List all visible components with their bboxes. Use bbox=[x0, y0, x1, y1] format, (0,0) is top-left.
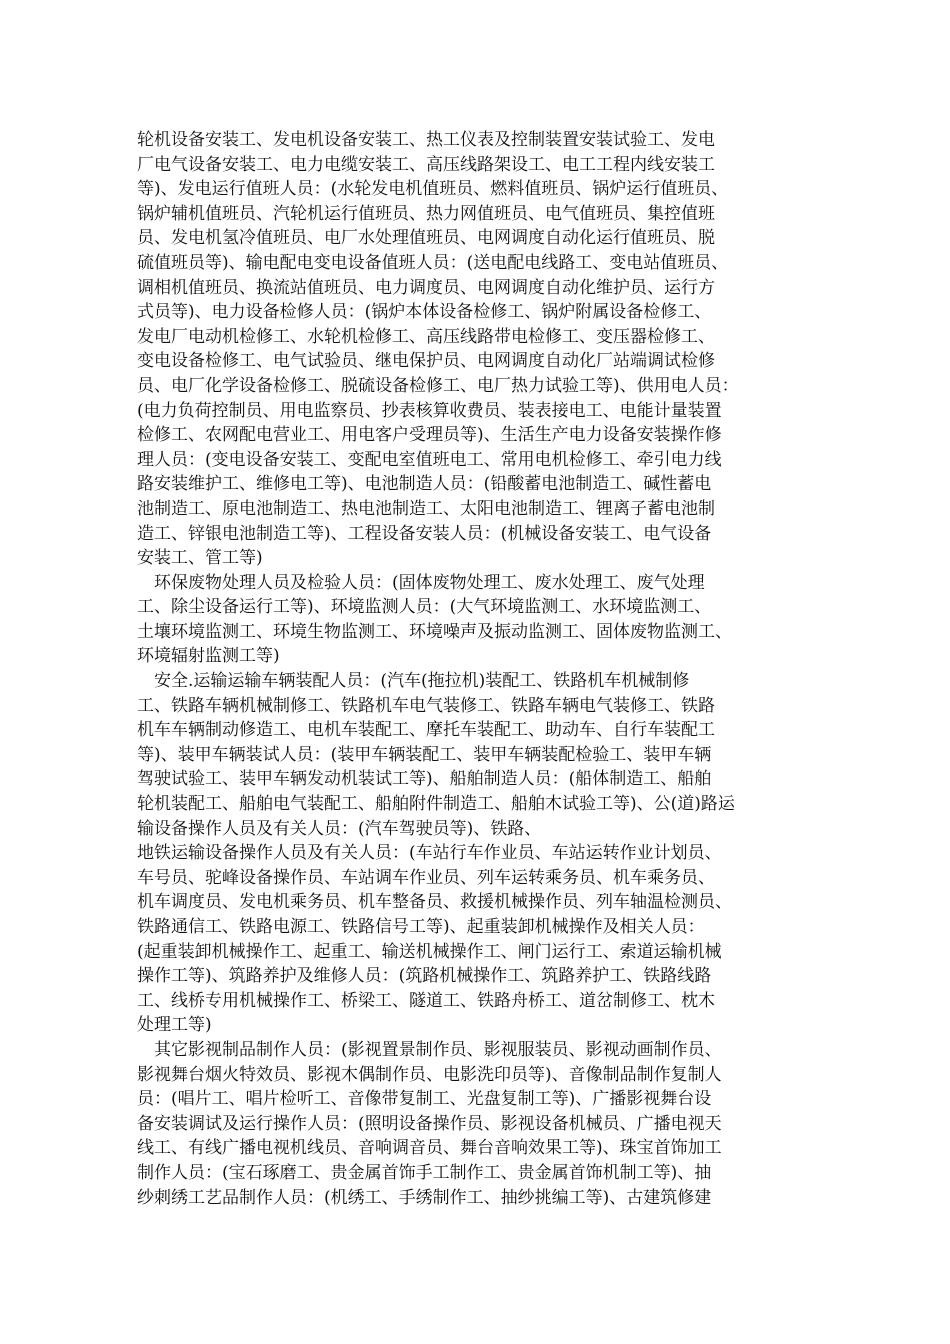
text-line: 池制造工、原电池制造工、热电池制造工、太阳电池制造工、锂离子蓄电池制 bbox=[137, 498, 715, 519]
text-line: 轮机装配工、船舶电气装配工、船舶附件制造工、船舶木试验工等)、公(道)路运 bbox=[137, 794, 735, 815]
text-line: 机车车辆制动修造工、电机车装配工、摩托车装配工、助动车、自行车装配工 bbox=[137, 720, 715, 741]
text-line: 硫值班员等)、输电配电变电设备值班人员：(送电配电线路工、变电站值班员、 bbox=[137, 252, 729, 273]
text-line: 员、发电机氢冷值班员、电厂水处理值班员、电网调度自动化运行值班员、脱 bbox=[137, 228, 715, 249]
text-line: 机车调度员、发电机乘务员、机车整备员、救援机械操作员、列车轴温检测员、 bbox=[137, 892, 732, 913]
text-line: 理人员：(变电设备安装工、变配电室值班电工、常用电机检修工、牵引电力线 bbox=[137, 449, 722, 470]
text-line: 员：(唱片工、唱片检听工、音像带复制工、光盘复制工等)、广播影视舞台设 bbox=[137, 1089, 712, 1110]
text-line: (起重装卸机械操作工、起重工、输送机械操作工、闸门运行工、索道运输机械 bbox=[137, 941, 722, 962]
text-line: 操作工等)、筑路养护及维修人员：(筑路机械操作工、筑路养护工、铁路线路 bbox=[137, 966, 712, 987]
text-line: 变电设备检修工、电气试验员、继电保护员、电网调度自动化厂站端调试检修 bbox=[137, 351, 715, 372]
paragraph bbox=[137, 669, 827, 1038]
text-line: 输设备操作人员及有关人员：(汽车驾驶员等)、铁路、 bbox=[137, 818, 542, 839]
text-line: 制作人员：(宝石琢磨工、贵金属首饰手工制作工、贵金属首饰机制工等)、抽 bbox=[137, 1162, 712, 1183]
text-line: 路安装维护工、维修电工等)、电池制造人员：(铅酸蓄电池制造工、碱性蓄电 bbox=[137, 474, 712, 495]
text-line: 环境辐射监测工等) bbox=[137, 646, 280, 667]
document-body bbox=[137, 128, 827, 1210]
text-line: 工、铁路车辆机械制修工、铁路机车电气装修工、铁路车辆电气装修工、铁路 bbox=[137, 695, 715, 716]
text-line: 厂电气设备安装工、电力电缆安装工、高压线路架设工、电工工程内线安装工 bbox=[137, 154, 715, 175]
text-line: 影视舞台烟火特效员、影视木偶制作员、电影洗印员等)、音像制品制作复制人 bbox=[137, 1064, 722, 1085]
text-line: 轮机设备安装工、发电机设备安装工、热工仪表及控制装置安装试验工、发电 bbox=[137, 130, 715, 150]
text-line: 线工、有线广播电视机线员、音响调音员、舞台音响效果工等)、珠宝首饰加工 bbox=[137, 1138, 722, 1159]
text-line: (电力负荷控制员、用电监察员、抄表核算收费员、装表接电工、电能计量装置 bbox=[137, 400, 722, 421]
paragraph bbox=[137, 571, 827, 669]
text-line: 备安装调试及运行操作人员：(照明设备操作员、影视设备机械员、广播电视天 bbox=[137, 1113, 722, 1134]
text-line: 车号员、驼峰设备操作员、车站调车作业员、列车运转乘务员、机车乘务员、 bbox=[137, 867, 715, 888]
text-line: 纱刺绣工艺品制作人员：(机绣工、手绣制作工、抽纱挑编工等)、古建筑修建 bbox=[137, 1187, 712, 1208]
text-line: 工、除尘设备运行工等)、环境监测人员：(大气环境监测工、水环境监测工、 bbox=[137, 597, 712, 618]
text-line: 调相机值班员、换流站值班员、电力调度员、电网调度自动化维护员、运行方 bbox=[137, 277, 715, 298]
text-line: 员、电厂化学设备检修工、脱硫设备检修工、电厂热力试验工等)、供用电人员： bbox=[137, 375, 739, 396]
text-line: 环保废物处理人员及检验人员：(固体废物处理工、废水处理工、废气处理 bbox=[154, 572, 705, 593]
text-line: 工、线桥专用机械操作工、桥梁工、隧道工、铁路舟桥工、道岔制修工、枕木 bbox=[137, 990, 715, 1011]
text-line: 等)、发电运行值班人员：(水轮发电机值班员、燃料值班员、锅炉运行值班员、 bbox=[137, 179, 729, 200]
text-line: 其它影视制品制作人员：(影视置景制作员、影视服装员、影视动画制作员、 bbox=[154, 1039, 722, 1060]
text-line: 安全.运输运输车辆装配人员：(汽车(拖拉机)装配工、铁路机车机械制修 bbox=[154, 671, 690, 692]
paragraph bbox=[137, 1038, 827, 1210]
text-line: 驾驶试验工、装甲车辆发动机装试工等)、船舶制造人员：(船体制造工、船舶 bbox=[137, 769, 712, 790]
text-line: 式员等)、电力设备检修人员：(锅炉本体设备检修工、锅炉附属设备检修工、 bbox=[137, 302, 712, 323]
text-line: 安装工、管工等) bbox=[137, 548, 263, 569]
text-line: 处理工等) bbox=[137, 1015, 212, 1036]
paragraph bbox=[137, 128, 827, 571]
text-line: 发电厂电动机检修工、水轮机检修工、高压线路带电检修工、变压器检修工、 bbox=[137, 326, 715, 347]
text-line: 铁路通信工、铁路电源工、铁路信号工等)、起重装卸机械操作及相关人员： bbox=[137, 917, 705, 937]
text-line: 检修工、农网配电营业工、用电客户受理员等)、生活生产电力设备安装操作修 bbox=[137, 425, 722, 446]
text-line: 土壤环境监测工、环境生物监测工、环境噪声及振动监测工、固体废物监测工、 bbox=[137, 621, 732, 642]
text-line: 锅炉辅机值班员、汽轮机运行值班员、热力网值班员、电气值班员、集控值班 bbox=[137, 203, 715, 224]
text-line: 地铁运输设备操作人员及有关人员：(车站行车作业员、车站运转作业计划员、 bbox=[137, 843, 722, 864]
text-line: 造工、锌银电池制造工等)、工程设备安装人员：(机械设备安装工、电气设备 bbox=[137, 523, 712, 544]
text-line: 等)、装甲车辆装试人员：(装甲车辆装配工、装甲车辆装配检验工、装甲车辆 bbox=[137, 744, 712, 765]
